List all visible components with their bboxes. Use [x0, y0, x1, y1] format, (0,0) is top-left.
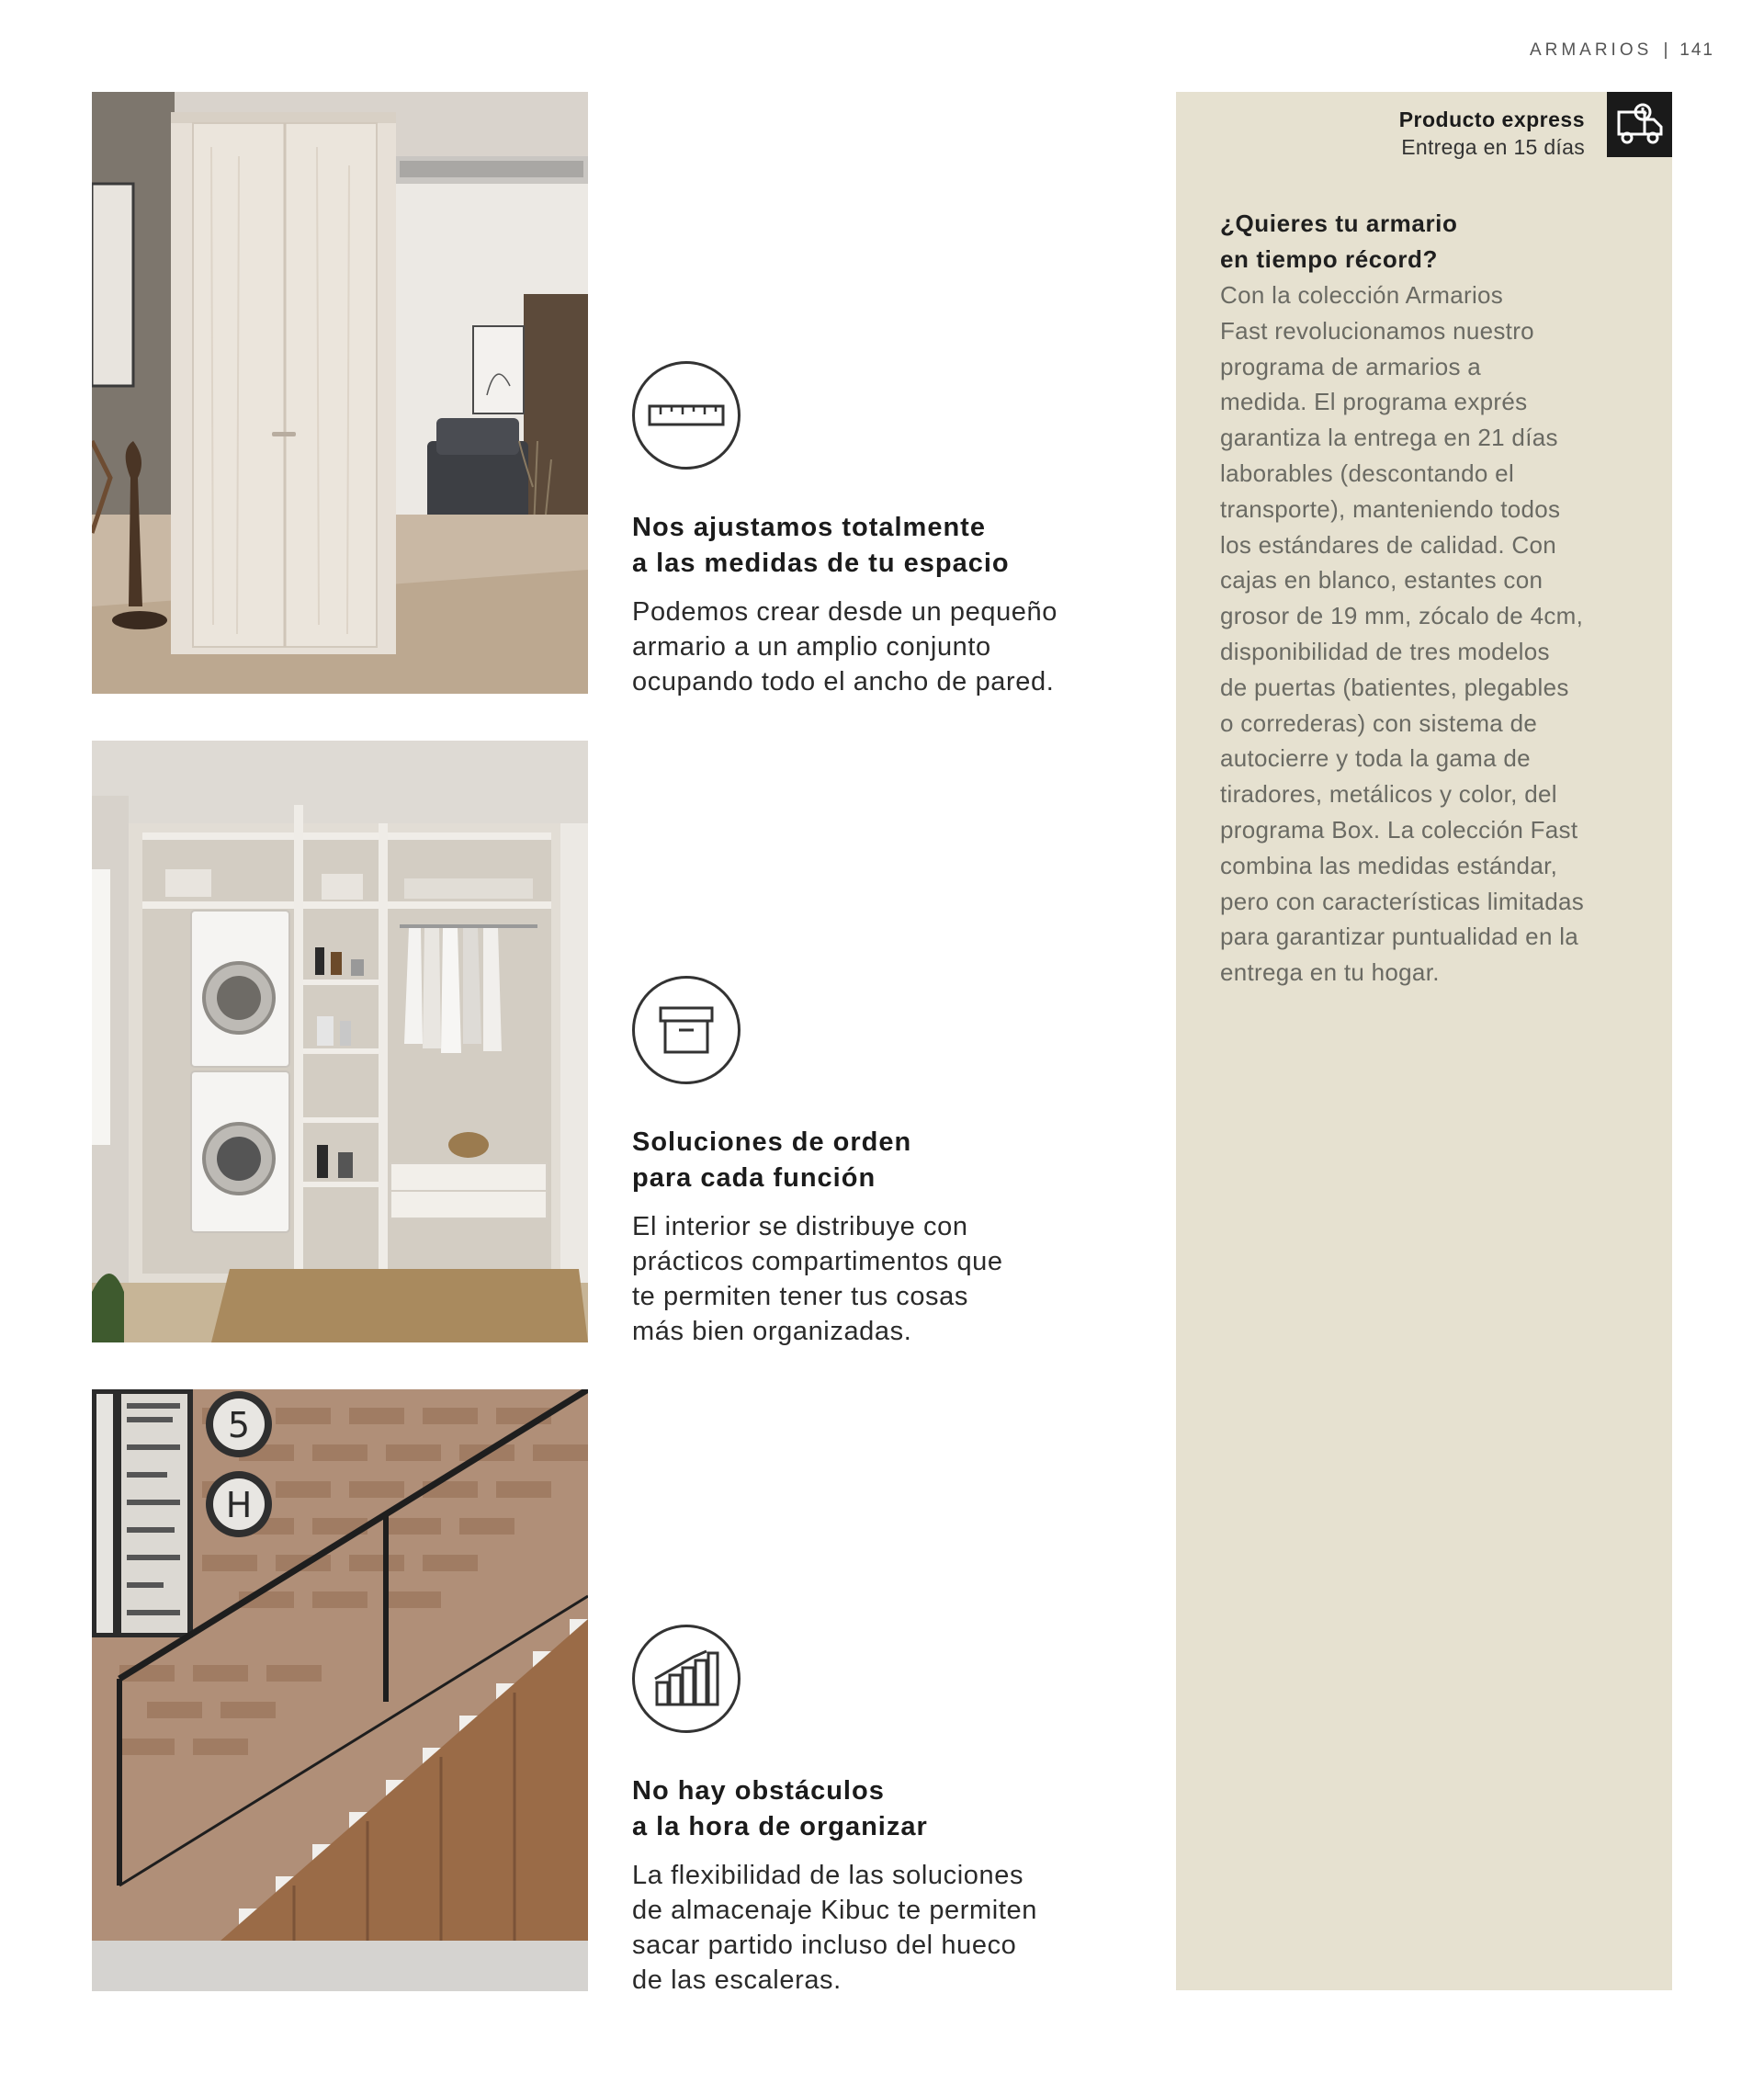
page-header — [1530, 40, 1714, 61]
feature-text: El interior se distribuye con prácticos compartimentos que te permiten tener tus cosas más bien organizadas. — [632, 1212, 1003, 1346]
storage-box-icon — [632, 976, 741, 1084]
page-number: 141 — [1679, 40, 1714, 60]
sidebar-heading: ¿Quieres tu armario en tiempo récord? — [1220, 210, 1458, 273]
sign-number: 5 — [227, 1405, 251, 1445]
feature-custom-measures — [632, 361, 1147, 699]
feature-text: Podemos crear desde un pequeño armario a un amplio conjunto ocupando todo el ancho de pared. — [632, 597, 1057, 697]
stairs-chart-icon — [632, 1625, 741, 1733]
express-sidebar — [1176, 92, 1672, 1990]
feature-no-obstacles — [632, 1625, 1147, 1998]
express-subtitle: Entrega en 15 días — [1401, 135, 1585, 159]
under-stairs-storage-photo — [92, 1389, 588, 1991]
feature-title: Nos ajustamos totalmente a las medidas de tu espacio — [632, 513, 1010, 578]
feature-title: No hay obstáculos a la hora de organizar — [632, 1776, 928, 1841]
feature-order-solutions — [632, 976, 1147, 1349]
section-title: ARMARIOS — [1529, 40, 1653, 60]
laundry-closet-photo — [92, 741, 588, 1342]
sign-letter: H — [225, 1485, 253, 1525]
feature-text: La flexibilidad de las soluciones de almacenaje Kibuc te permiten sacar partido incluso del hueco de las escaleras. — [632, 1861, 1037, 1995]
delivery-truck-icon — [1607, 92, 1672, 157]
wardrobe-photo — [92, 92, 588, 694]
express-badge — [1399, 92, 1672, 160]
sidebar-body: Con la colección Armarios Fast revolucionamos nuestro programa de armarios a medida. El programa exprés garantiza la entrega en 21 días laborables (descontando el transporte), manteniendo todos los estándares de calidad. Con cajas en blanco, estantes con grosor de 19 mm, zócalo de 4cm, disponibilidad de tres modelos de puertas (batientes, plegables o correderas) con sistema de autocierre y toda la gama de tiradores, metálicos y color, del programa Box. La colección Fast combina las medidas estándar, pero con características limitadas para garantizar puntualidad en la entrega en tu hogar. — [1220, 281, 1585, 987]
ruler-icon — [632, 361, 741, 470]
express-title: Producto express — [1398, 108, 1585, 131]
feature-title: Soluciones de orden para cada función — [632, 1127, 912, 1193]
header-divider — [1665, 42, 1667, 59]
